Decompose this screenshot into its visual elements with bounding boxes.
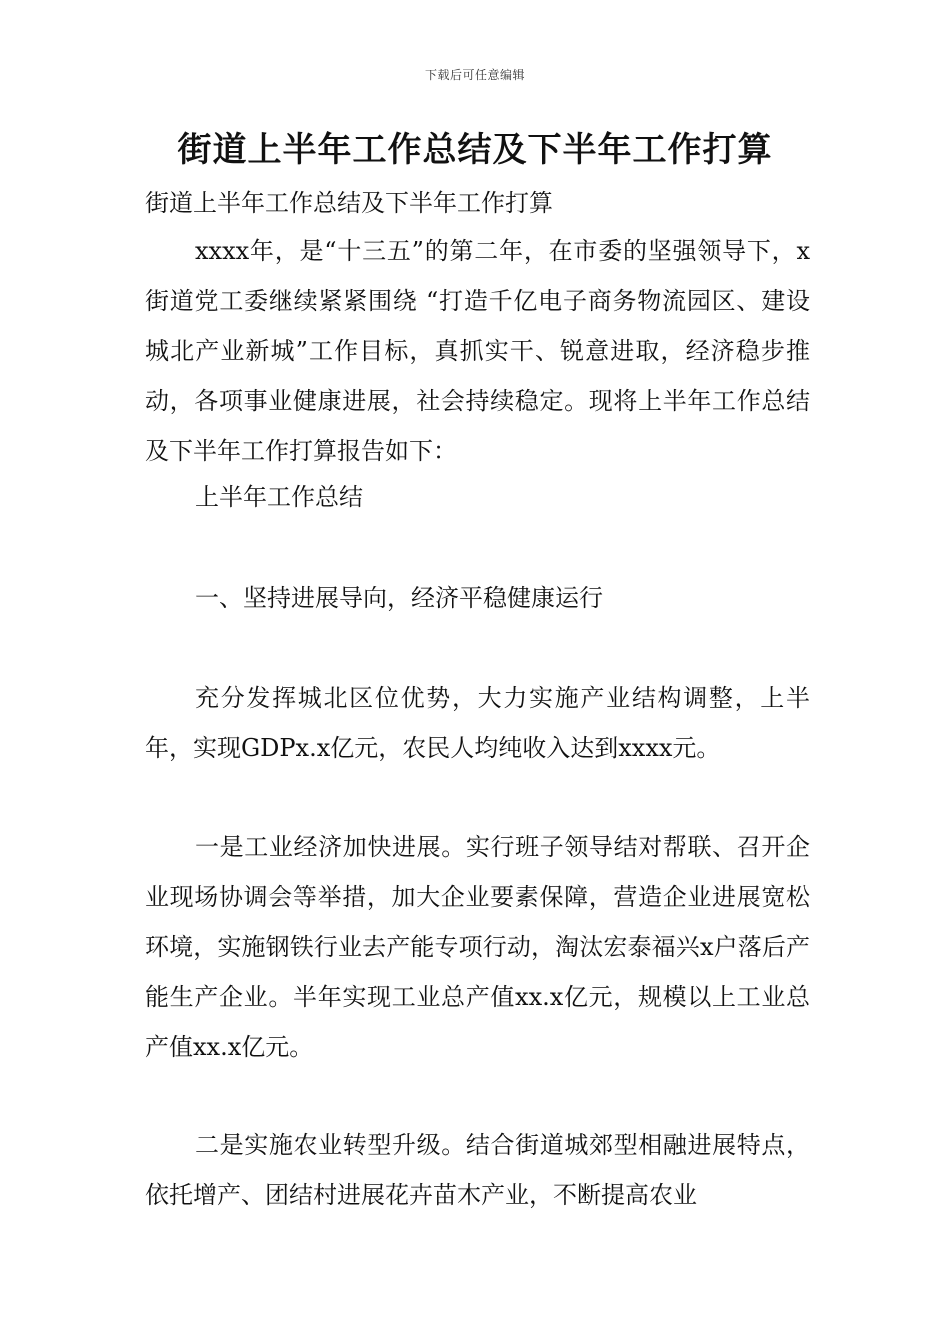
intro-paragraph: xxxx年，是“十三五”的第二年，在市委的坚强领导下，x街道党工委继续紧紧围绕 “打造千亿电子商务物流园区、建设城北产业新城”工作目标，真抓实干、锐意进取，经济稳步推动，各项事业健康进展，社会持续稳定。现将上半年工作总结及下半年工作打算报告如下：: [145, 237, 810, 465]
header-note: 下载后可任意编辑: [424, 68, 525, 82]
industry-paragraph: 一是工业经济加快进展。实行班子领导结对帮联、召开企业现场协调会等举措，加大企业要素保障，营造企业进展宽松环境，实施钢铁行业去产能专项行动，淘汰宏泰福兴x户落后产能生产企业。半年实现工业总产值xx.x亿元，规模以上工业总产值xx.x亿元。: [145, 833, 810, 1061]
document-title: 街道上半年工作总结及下半年工作打算: [177, 130, 773, 170]
section-heading-summary: 上半年工作总结: [195, 483, 363, 511]
location-advantage-paragraph: 充分发挥城北区位优势，大力实施产业结构调整，上半年，实现GDPx.x亿元，农民人均纯收入达到xxxx元。: [145, 684, 810, 762]
section-heading-one: 一、坚持进展导向，经济平稳健康运行: [195, 584, 603, 612]
document-subtitle: 街道上半年工作总结及下半年工作打算: [145, 189, 553, 217]
agriculture-paragraph: 二是实施农业转型升级。结合街道城郊型相融进展特点，依托增产、团结村进展花卉苗木产业，不断提高农业: [145, 1131, 810, 1209]
